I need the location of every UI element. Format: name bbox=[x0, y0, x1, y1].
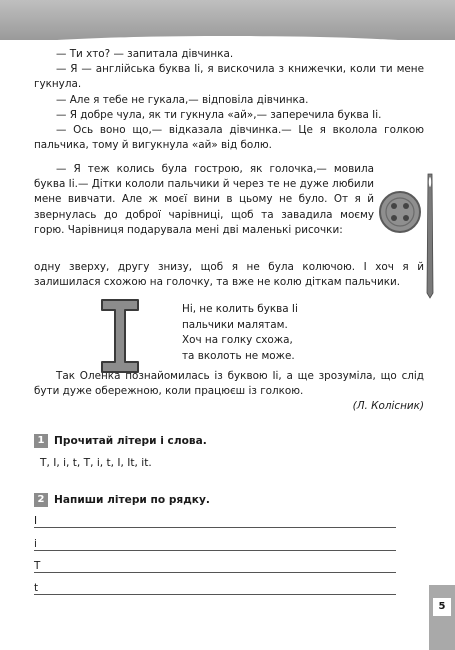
task-2-heading bbox=[34, 493, 210, 507]
writing-line-letter: T bbox=[34, 560, 41, 572]
poem-line: Хоч на голку схожа, bbox=[182, 334, 293, 347]
story-ending bbox=[34, 369, 424, 415]
poem bbox=[182, 302, 298, 364]
author-credit: (Л. Колісник) bbox=[352, 400, 424, 413]
story-paragraph: — Я — англійська буква Іі, я вискочила з книжечки, коли ти мене гукнула. bbox=[34, 63, 424, 91]
writing-line[interactable] bbox=[34, 558, 396, 573]
poem-line: Ні, не колить буква Іі bbox=[182, 303, 298, 315]
story-paragraph: — Але я тебе не гукала,— відповіла дівчинка. bbox=[56, 93, 309, 106]
task-number-badge: 2 bbox=[34, 493, 48, 507]
story-wrapped-text bbox=[34, 162, 374, 238]
writing-line[interactable] bbox=[34, 513, 396, 528]
story-paragraph: — Я теж колись була гострою, як голочка,— мовила буква Іі.— Дітки кололи пальчики й через те не дуже любили мене вивчати. Але ж моєї вини в цьому не було. От я й звернулась до доброї чарівниці, щоб та завадила моєму горю. Чарівниця подарувала мені дві маленькі рисочки: bbox=[34, 163, 374, 236]
story-continuation bbox=[34, 260, 424, 290]
task-1-heading bbox=[34, 434, 207, 448]
writing-line-letter: I bbox=[34, 515, 38, 527]
story-paragraph: — Ось воно що,— відказала дівчинка.— Це я вколола голкою пальчика, тому й вигукнула «ай» від болю. bbox=[34, 124, 424, 152]
story-intro bbox=[34, 47, 424, 153]
needle-icon bbox=[427, 174, 433, 298]
page-edge-tab bbox=[429, 585, 455, 650]
task-number-badge: 1 bbox=[34, 434, 48, 448]
task-title: Прочитай літери і слова. bbox=[54, 435, 207, 447]
poem-line: та вколоть не може. bbox=[182, 349, 295, 362]
story-paragraph: — Я добре чула, як ти гукнула «ай»,— заперечила буква Іі. bbox=[56, 108, 382, 121]
story-paragraph: одну зверху, другу знизу, щоб я не була колючою. І хоч я й залишилася схожою на голочку, та вже не колю діткам пальчики. bbox=[34, 261, 424, 289]
story-paragraph: — Ти хто? — запитала дівчинка. bbox=[56, 48, 234, 60]
task-1-letters: T, I, i, t, T, i, t, I, It, it. bbox=[40, 457, 152, 469]
writing-line[interactable] bbox=[34, 536, 396, 551]
story-paragraph: Так Оленка познайомилась із буквою Іі, а ще зрозуміла, що слід бути дуже обережною, коли працюєш із голкою. bbox=[34, 370, 424, 398]
writing-line-letter: t bbox=[34, 582, 39, 594]
poem-line: пальчики малятам. bbox=[182, 318, 288, 331]
writing-line[interactable] bbox=[34, 580, 396, 595]
letter-i-illustration bbox=[98, 298, 142, 376]
page-number: 5 bbox=[433, 598, 451, 616]
task-title: Напиши літери по рядку. bbox=[54, 494, 210, 506]
header-band bbox=[0, 0, 455, 40]
writing-line-letter: i bbox=[34, 538, 37, 550]
